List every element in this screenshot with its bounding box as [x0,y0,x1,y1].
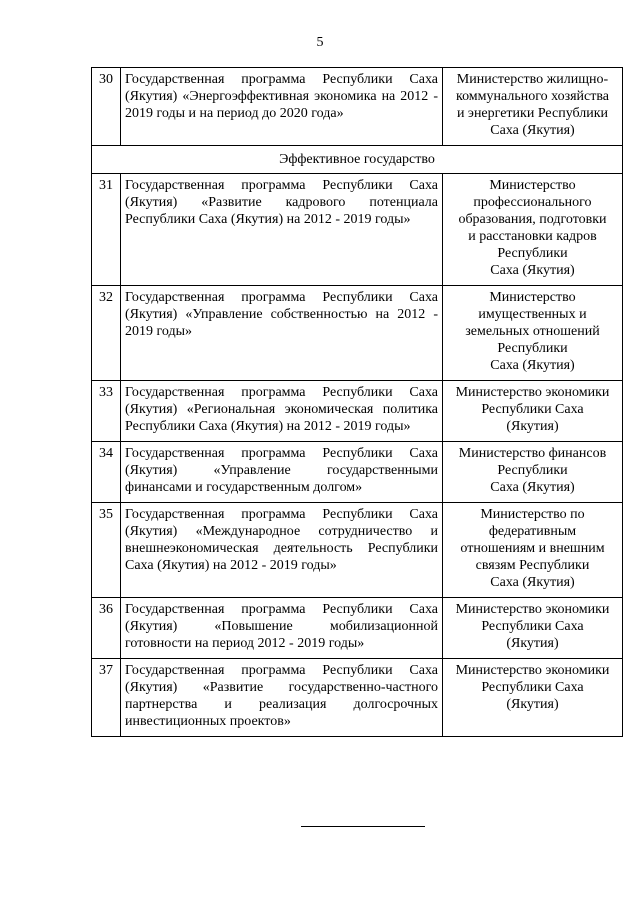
program-name: Государственная программа Республики Саха (Якутия) «Управление собственностью на 2012 - 2019 годы» [121,286,443,381]
ministry-name: Министерство имущественных и земельных отношений Республики Саха (Якутия) [443,286,623,381]
ministry-name: Министерство по федеративным отношениям и внешним связям Республики Саха (Якутия) [443,503,623,598]
program-name: Государственная программа Республики Саха (Якутия) «Повышение мобилизационной готовности на период 2012 - 2019 годы» [121,598,443,659]
table-row [92,442,623,503]
footer-divider [301,826,425,827]
section-row [92,146,623,174]
table-row [92,174,623,286]
table-row [92,659,623,737]
table-row [92,381,623,442]
ministry-name: Министерство экономики Республики Саха (Якутия) [443,381,623,442]
table-row [92,286,623,381]
row-number: 37 [92,659,121,737]
ministry-name: Министерство экономики Республики Саха (Якутия) [443,598,623,659]
program-name: Государственная программа Республики Саха (Якутия) «Развитие кадрового потенциала Республики Саха (Якутия) на 2012 - 2019 годы» [121,174,443,286]
page-number: 5 [316,35,324,50]
row-number: 35 [92,503,121,598]
ministry-name: Министерство финансов Республики Саха (Якутия) [443,442,623,503]
row-number: 31 [92,174,121,286]
row-number: 32 [92,286,121,381]
program-name: Государственная программа Республики Саха (Якутия) «Международное сотрудничество и внешнеэкономическая деятельность Республики Саха (Якутия) на 2012 - 2019 годы» [121,503,443,598]
table-row [92,503,623,598]
table-row [92,68,623,146]
table-row [92,598,623,659]
row-number: 34 [92,442,121,503]
row-number: 36 [92,598,121,659]
program-name: Государственная программа Республики Саха (Якутия) «Развитие государственно-частного партнерства и реализация долгосрочных инвестиционных проектов» [121,659,443,737]
ministry-name: Министерство профессионального образования, подготовки и расстановки кадров Республики Саха (Якутия) [443,174,623,286]
programs-table [91,67,623,737]
row-number: 33 [92,381,121,442]
program-name: Государственная программа Республики Саха (Якутия) «Региональная экономическая политика Республики Саха (Якутия) на 2012 - 2019 годы» [121,381,443,442]
program-name: Государственная программа Республики Саха (Якутия) «Управление государственными финансами и государственным долгом» [121,442,443,503]
ministry-name: Министерство жилищно- коммунального хозяйства и энергетики Республики Саха (Якутия) [443,68,623,146]
section-title: Эффективное государство [92,146,623,174]
row-number: 30 [92,68,121,146]
ministry-name: Министерство экономики Республики Саха (Якутия) [443,659,623,737]
program-name: Государственная программа Республики Саха (Якутия) «Энергоэффективная экономика на 2012 - 2019 годы и на период до 2020 года» [121,68,443,146]
